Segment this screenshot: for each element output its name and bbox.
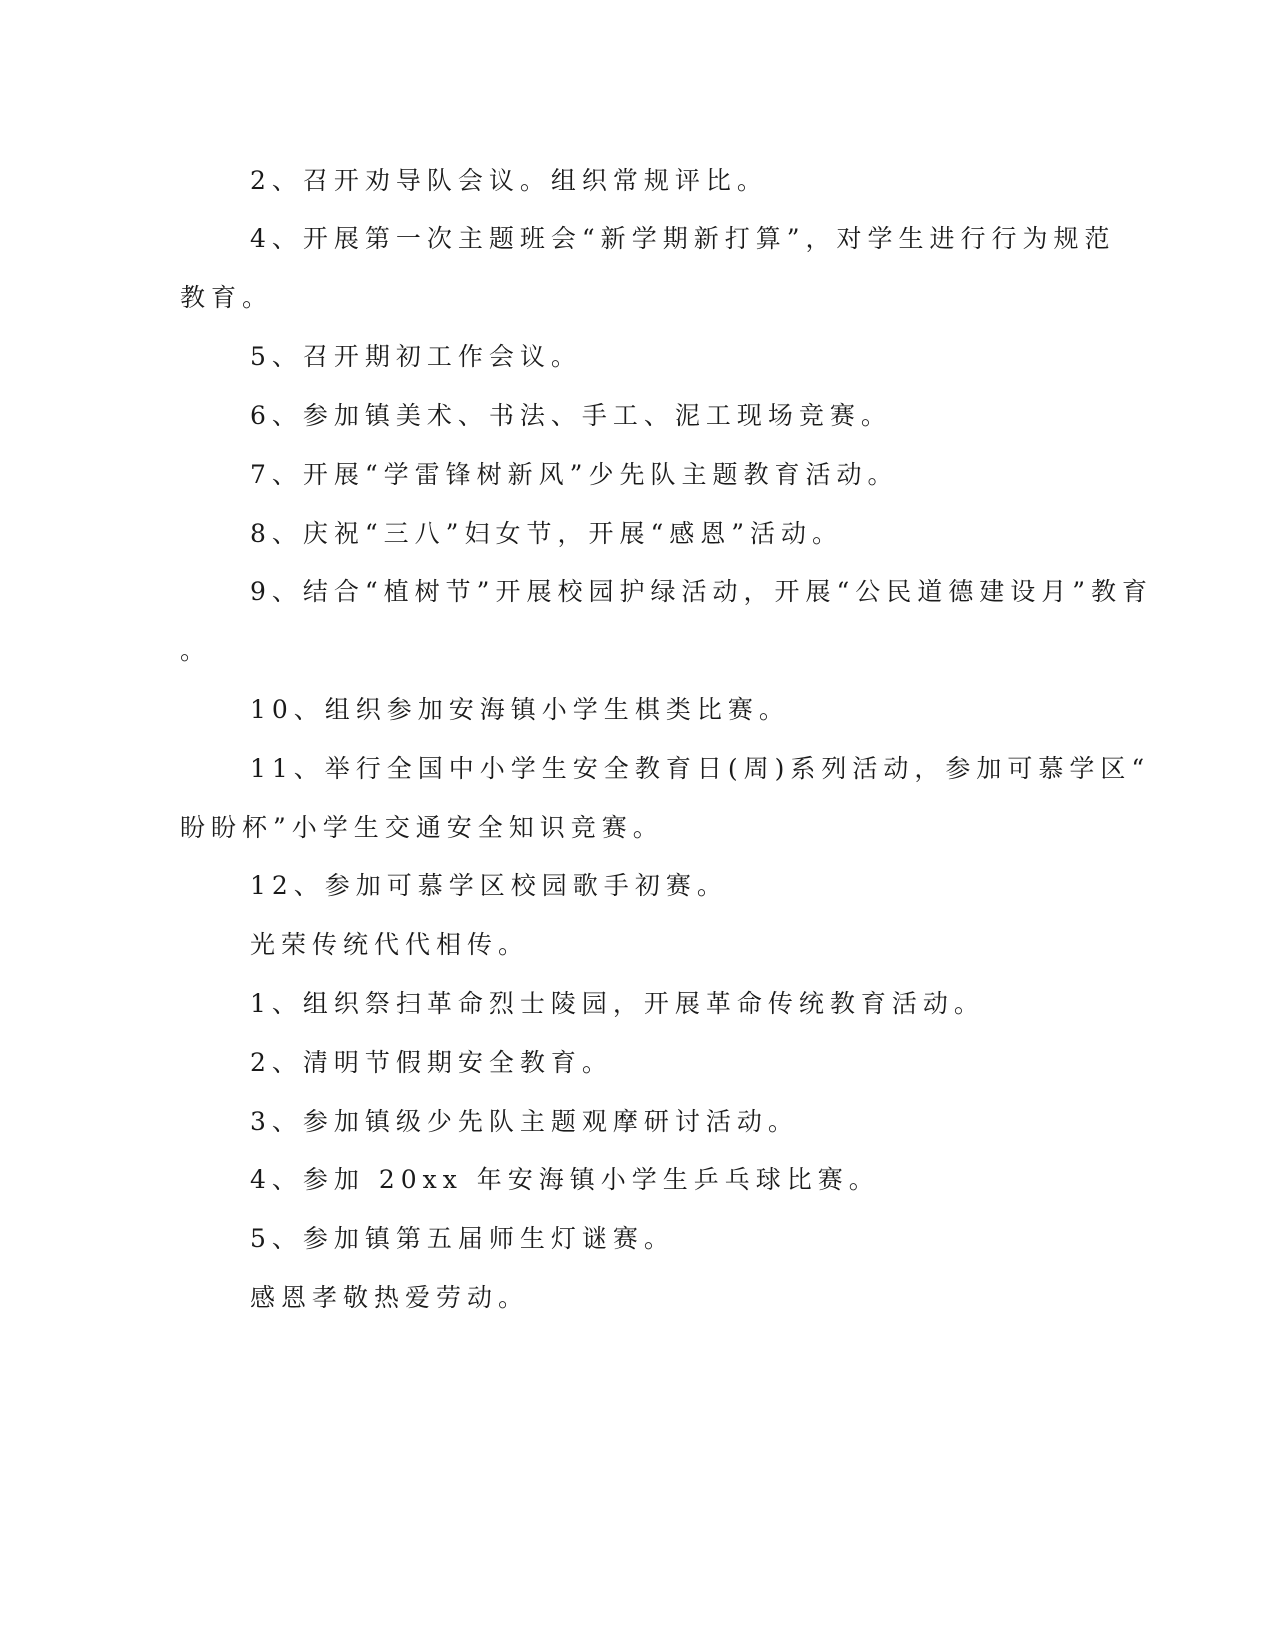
paragraph-line: 9、结合“植树节”开展校园护绿活动，开展“公民道德建设月”教育 (250, 577, 1154, 606)
paragraph-line: 5、参加镇第五届师生灯谜赛。 (250, 1224, 675, 1253)
paragraph-line: 。 (180, 636, 212, 665)
paragraph-line: 12、参加可慕学区校园歌手初赛。 (250, 871, 728, 900)
section-heading: 感恩孝敬热爱劳动。 (250, 1283, 530, 1312)
paragraph-line: 11、举行全国中小学生安全教育日(周)系列活动，参加可慕学区“ (250, 754, 1151, 783)
paragraph-line: 2、召开劝导队会议。组织常规评比。 (250, 166, 768, 195)
paragraph-line: 盼盼杯”小学生交通安全知识竞赛。 (180, 813, 664, 842)
paragraph-line: 5、召开期初工作会议。 (250, 342, 582, 371)
paragraph-line: 8、庆祝“三八”妇女节，开展“感恩”活动。 (250, 519, 844, 548)
paragraph-line: 2、清明节假期安全教育。 (250, 1048, 613, 1077)
paragraph-line: 6、参加镇美术、书法、手工、泥工现场竞赛。 (250, 401, 892, 430)
paragraph-line: 4、开展第一次主题班会“新学期新打算”，对学生进行行为规范 (250, 224, 1116, 253)
paragraph-line: 1、组织祭扫革命烈士陵园，开展革命传统教育活动。 (250, 989, 985, 1018)
section-heading: 光荣传统代代相传。 (250, 930, 530, 959)
paragraph-line: 10、组织参加安海镇小学生棋类比赛。 (250, 695, 790, 724)
paragraph-line: 教育。 (180, 283, 274, 312)
paragraph-line: 4、参加 20xx 年安海镇小学生乒乓球比赛。 (250, 1165, 880, 1194)
paragraph-line: 7、开展“学雷锋树新风”少先队主题教育活动。 (250, 460, 899, 489)
paragraph-line: 3、参加镇级少先队主题观摩研讨活动。 (250, 1107, 799, 1136)
